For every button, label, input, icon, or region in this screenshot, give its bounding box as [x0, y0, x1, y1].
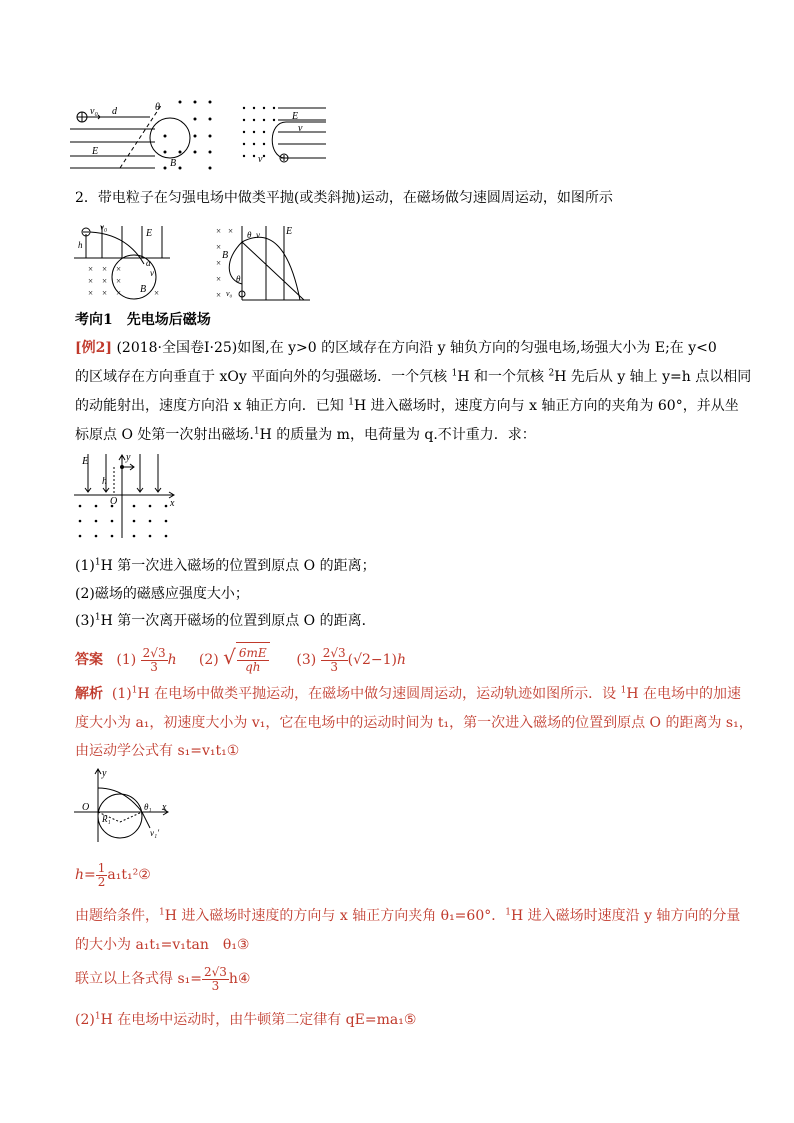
- solution-line-8: $(2)^1H$ 在电场中运动时，由牛顿第二定律有 qE=ma₁⑤: [75, 1011, 417, 1028]
- answer-2-fraction: $\frac{6mE}{qh}$: [238, 645, 267, 674]
- solution-line-7: 联立以上各式得 s₁= $\frac{2√3}{3}$ h④: [75, 964, 251, 993]
- svg-text:×: ×: [216, 258, 222, 268]
- question-3: $(3)^1H$ 第一次离开磁场的位置到原点 O 的距离．: [75, 612, 376, 629]
- figure-field-then-projectile: [214, 220, 314, 302]
- label-x: x: [170, 498, 175, 509]
- section-heading: 考向1 先电场后磁场: [75, 312, 211, 328]
- label-y: y: [102, 768, 107, 779]
- figure-trajectory: [72, 766, 172, 846]
- item-2-description: 2．带电粒子在匀强电场中做类平抛(或类斜抛)运动，在磁场做匀速圆周运动，如图所示: [75, 190, 613, 206]
- label-E: E: [82, 455, 89, 467]
- solution-line-2: 度大小为 a₁，初速度大小为 v₁，它在电场中的运动时间为 t₁，第一次进入磁场的位置到原点 O 的距离为 s₁，: [75, 715, 753, 731]
- svg-text:×: ×: [216, 242, 222, 252]
- label-v0: v₀: [90, 106, 98, 117]
- label-theta1: θ₁: [144, 802, 152, 812]
- svg-text:×: ×: [88, 276, 94, 286]
- svg-text:×: ×: [102, 264, 108, 274]
- svg-text:×: ×: [116, 264, 122, 274]
- answer-label: 答案: [75, 652, 103, 668]
- equation-2: h= $\frac{1}{2}$ a₁t₁²②: [75, 860, 151, 889]
- label-B: B: [222, 250, 229, 261]
- label-theta: θ: [155, 102, 160, 113]
- solution-line-5: 由题给条件，$^1$H 进入磁场时速度的方向与 x 轴正方向夹角 θ₁=60°．$^1$H 进入磁场时速度沿 y 轴方向的分量: [75, 907, 741, 924]
- svg-text:×: ×: [216, 274, 222, 284]
- solution-line-1: 解析 $(1)^1H$ 在电场中做类平抛运动，在磁场中做匀速圆周运动，运动轨迹如图所示．设 $^1$H 在电场中的加速: [75, 685, 741, 702]
- label-theta-low: θ: [236, 274, 241, 284]
- label-v0: v₀: [100, 222, 108, 232]
- answer-3-fraction: $\frac{2√3}{3}$: [322, 645, 346, 674]
- label-theta: θ: [247, 230, 252, 240]
- label-B: B: [170, 158, 177, 169]
- svg-text:×: ×: [228, 226, 234, 236]
- label-B: B: [140, 284, 147, 295]
- label-E: E: [292, 111, 299, 122]
- svg-text:×: ×: [116, 288, 122, 298]
- label-v: v: [150, 268, 154, 278]
- figure-problem-diagram: [72, 450, 182, 544]
- figure-electron-deflection-1: [70, 96, 220, 174]
- label-R1: R₁: [102, 814, 111, 824]
- label-E: E: [286, 226, 293, 237]
- label-x: x: [162, 802, 167, 813]
- svg-text:×: ×: [88, 288, 94, 298]
- svg-text:×: ×: [102, 276, 108, 286]
- svg-text:×: ×: [116, 276, 122, 286]
- explanation-label: 解析: [75, 686, 103, 702]
- label-d: d: [112, 106, 117, 117]
- svg-text:×: ×: [154, 288, 160, 298]
- figure-projectile-into-field: [72, 220, 172, 302]
- label-v-bottom: v: [258, 154, 263, 165]
- label-v0: v₀: [226, 289, 233, 298]
- solution-line-6: 的大小为 a₁t₁=v₁tan θ₁③: [75, 937, 250, 953]
- label-O: O: [110, 496, 118, 507]
- svg-text:×: ×: [216, 290, 222, 300]
- example-line-1: [例2] (2018·全国卷Ⅰ·25)如图,在 y>0 的区域存在方向沿 y 轴负方向的匀强电场,场强大小为 E;在 y<0: [75, 340, 717, 356]
- example-line-3: 的动能射出，速度方向沿 x 轴正方向．已知 $^1$H 进入磁场时，速度方向与 x 轴正方向的夹角为 60°，并从坐: [75, 397, 739, 414]
- label-v: v: [256, 230, 260, 240]
- label-h: h: [78, 240, 83, 250]
- svg-text:×: ×: [102, 288, 108, 298]
- label-h: h: [102, 476, 107, 487]
- example-line-4: 标原点 O 处第一次射出磁场.$^1$H 的质量为 m，电荷量为 q.不计重力．求：: [75, 426, 536, 443]
- svg-text:×: ×: [88, 264, 94, 274]
- label-alpha: α: [146, 258, 151, 268]
- solution-line-3: 由运动学公式有 s₁=v₁t₁①: [75, 743, 240, 759]
- label-v: v: [298, 123, 303, 134]
- label-E: E: [92, 146, 99, 157]
- label-v1-prime: v₁′: [150, 828, 160, 838]
- answer-line: 答案 (1) $\frac{2√3}{3}$ h (2) √ $\frac{6mE}{qh}$ (3) $\frac{2√3}{3}$ (√2−1)h: [75, 640, 406, 677]
- label-O: O: [82, 802, 90, 813]
- answer-1-fraction: $\frac{2√3}{3}$: [142, 645, 166, 674]
- question-2: (2)磁场的磁感应强度大小；: [75, 586, 249, 602]
- label-y: y: [126, 452, 131, 463]
- example-line-2: 的区域存在方向垂直于 xOy 平面向外的匀强磁场．一个氕核 $^1$H 和一个氘核 $^2$H 先后从 y 轴上 y=h 点以相同: [75, 368, 752, 385]
- question-1: $(1)^1H$ 第一次进入磁场的位置到原点 O 的距离；: [75, 557, 376, 574]
- svg-text:×: ×: [216, 226, 222, 236]
- example-tag: [例2]: [75, 340, 112, 356]
- figure-electron-deflection-2: [238, 100, 328, 166]
- label-E: E: [146, 228, 153, 239]
